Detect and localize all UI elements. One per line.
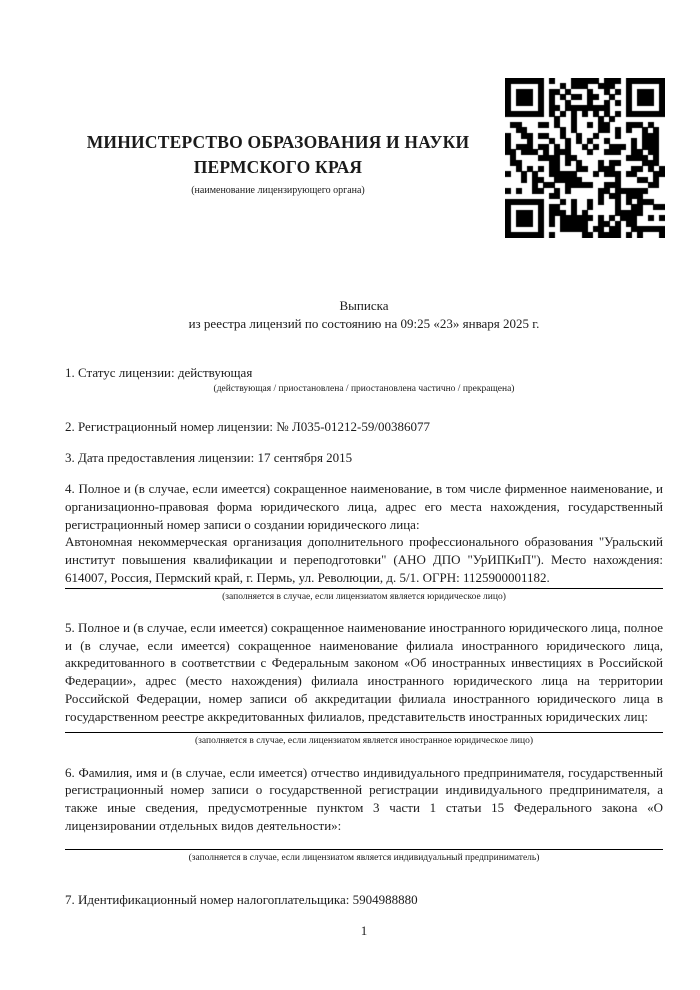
document-body <box>65 297 663 939</box>
entrepreneur-prompt: 6. Фамилия, имя и (в случае, если имеется) отчество индивидуального предпринимателя, государственный регистрационный номер записи о государственной регистрации индивидуального предпринимателя, а также иные сведения, предусмотренные пунктом 3 части 1 статьи 15 Федерального закона «О лицензировании отдельных видов деятельности»: <box>65 764 663 833</box>
item-foreign-entity <box>65 619 663 748</box>
license-status-text: 1. Статус лицензии: действующая <box>65 364 253 380</box>
legal-entity-underline <box>65 588 663 589</box>
license-status-caption: (действующая / приостановлена / приостановлена частично / прекращена) <box>213 384 515 395</box>
ministry-name-line2: ПЕРМСКОГО КРАЯ <box>193 157 363 177</box>
legal-entity-value: Автономная некоммерческая организация дополнительного профессионального образования "Уральский институт повышения квалификации и переподготовки" (АНО ДПО "УрИПКиП"). Место нахождения: 614007, Россия, Пермский край, г. Пермь, ул. Революции, д. 5/1. ОГРН: 1125900001182. <box>65 534 663 585</box>
item-entrepreneur <box>65 764 663 865</box>
page-number: 1 <box>360 922 368 938</box>
ministry-name-line1: МИНИСТЕРСТВО ОБРАЗОВАНИЯ И НАУКИ <box>86 132 470 152</box>
item-registration-number <box>65 418 663 436</box>
ministry-name-caption: (наименование лицензирующего органа) <box>191 185 365 196</box>
item-taxpayer-number <box>65 891 663 909</box>
legal-entity-prompt: 4. Полное и (в случае, если имеется) сокращенное наименование, в том числе фирменное наименование, и организационно-правовая форма юридического лица, адрес его места нахождения, государственный регистрационный номер записи о создании юридического лица: <box>65 480 663 532</box>
item-legal-entity <box>65 480 663 604</box>
licensing-authority-block <box>63 130 493 196</box>
registration-number-text: 2. Регистрационный номер лицензии: № Л035-01212-59/00386077 <box>65 419 431 435</box>
document-title-line1: Выписка <box>339 298 389 313</box>
document-title-line2: из реестра лицензий по состоянию на 09:25 «23» января 2025 г. <box>188 315 540 331</box>
entrepreneur-underline <box>65 849 663 850</box>
entrepreneur-caption: (заполняется в случае, если лицензиатом является индивидуальный предприниматель) <box>188 852 540 863</box>
taxpayer-number-text: 7. Идентификационный номер налогоплательщика: 5904988880 <box>65 891 418 907</box>
foreign-entity-underline <box>65 732 663 733</box>
foreign-entity-caption: (заполняется в случае, если лицензиатом является иностранное юридическое лицо) <box>195 735 533 746</box>
qr-code <box>505 78 665 238</box>
item-grant-date <box>65 449 663 467</box>
foreign-entity-prompt: 5. Полное и (в случае, если имеется) сокращенное наименование иностранного юридического лица, полное и (в случае, если имеется) сокращенное наименование филиала иностранного юридического лица, аккредитованного в соответствии с Федеральным законом «Об иностранных инвестициях в Российской Федерации», адрес (место нахождения) филиала иностранного юридического лица на территории Российской Федерации, номер записи об аккредитации филиала иностранного юридического лица в государственном реестре аккредитованных филиалов, представительств иностранных юридических лиц: <box>65 619 663 724</box>
item-license-status <box>65 364 663 397</box>
grant-date-text: 3. Дата предоставления лицензии: 17 сентября 2015 <box>65 450 353 466</box>
legal-entity-caption: (заполняется в случае, если лицензиатом является юридическое лицо) <box>222 591 506 602</box>
document-title <box>65 297 663 333</box>
